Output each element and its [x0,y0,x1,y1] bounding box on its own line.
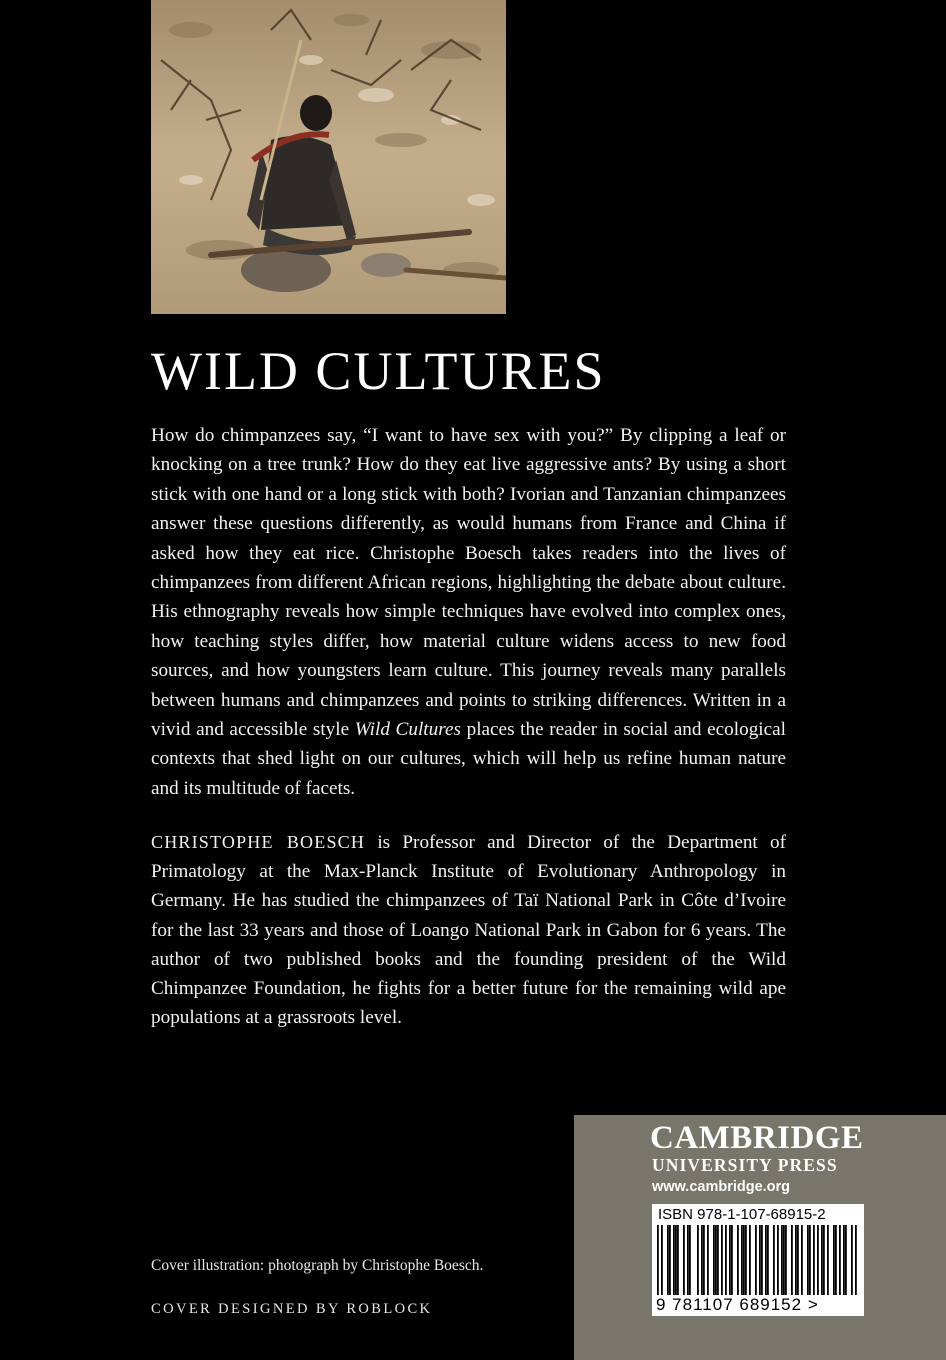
barcode-bar [657,1225,659,1295]
barcode-bar [737,1225,739,1295]
barcode-bar [843,1225,845,1295]
barcode-bar [795,1225,797,1295]
barcode-bar [833,1225,835,1295]
barcode-bar [697,1225,699,1295]
barcode-bar [855,1225,857,1295]
barcode-bar [721,1225,723,1295]
barcode-digits: 9 781107 689152 > [656,1295,819,1314]
person-using-stick-icon [151,0,506,314]
barcode-bar [717,1225,719,1295]
cover-illustration-credit: Cover illustration: photograph by Christophe Boesch. [151,1257,484,1274]
barcode-bars-icon [657,1225,857,1295]
author-name: CHRISTOPHE BOESCH [151,832,366,852]
publisher-name: CAMBRIDGE [650,1120,864,1156]
barcode-bar [687,1225,689,1295]
barcode-bar [701,1225,703,1295]
barcode-bar [749,1225,751,1295]
barcode-bar [813,1225,815,1295]
barcode-bar [755,1225,757,1295]
barcode-bar [741,1225,743,1295]
barcode-bar [809,1225,811,1295]
book-description-text: How do chimpanzees say, “I want to have sex with you?” By clipping a leaf or knocking on a tree trunk? How do they eat live aggressive ants? By using a short stick with one hand or a long stick with both? Ivorian and Tanzanian chimpanzees answer these questions differently, as would humans from France and China if asked how they eat rice. Christophe Boesch takes readers into the lives of chimpanzees from different African regions, highlighting the debate about culture. His ethnography reveals how simple techniques have evolved into complex ones, how teaching styles differ, how material culture widens access to new food sources, and how youngsters learn culture. This journey reveals many parallels between humans and chimpanzees and points to striking differences. Written in a vivid and accessible style [151,425,786,741]
barcode-bar [661,1225,663,1295]
publisher-subtitle: UNIVERSITY PRESS [652,1155,838,1175]
barcode-bar [791,1225,793,1295]
barcode-bar [765,1225,767,1295]
barcode-bar [729,1225,731,1295]
barcode-bar [731,1225,733,1295]
barcode-bar [677,1225,679,1295]
barcode-bar [689,1225,691,1295]
barcode-bar [851,1225,853,1295]
book-description-text-end: places the reader in social and ecological contexts that shed light on our cultures, which will help us refine human nature and its multitude of facets. [151,719,786,799]
barcode-bar [743,1225,745,1295]
barcode-bar [801,1225,803,1295]
barcode-bar [777,1225,779,1295]
cover-designer-credit: COVER DESIGNED BY ROBLOCK [151,1301,433,1317]
barcode-bar [797,1225,799,1295]
barcode-bar [713,1225,715,1295]
barcode-bar [669,1225,671,1295]
barcode-bar [835,1225,837,1295]
barcode-bar [745,1225,747,1295]
barcode-bar [673,1225,675,1295]
isbn-label: ISBN 978-1-107-68915-2 [658,1206,826,1223]
publisher-panel [574,1115,946,1360]
barcode-bar [725,1225,727,1295]
author-bio-text: is Professor and Director of the Department of Primatology at the Max-Planck Institute of Evolutionary Anthropology in Germany. He has studied the chimpanzees of Taï National Park in Côte d’Ivoire for the last 33 years and those of Loango National Park in Gabon for 6 years. The author of two published books and the founding president of the Wild Chimpanzee Foundation, he fights for a better future for the remaining wild ape populations at a grassroots level. [151,832,787,1029]
barcode-bar [707,1225,709,1295]
barcode-bar [839,1225,841,1295]
barcode-bar [761,1225,763,1295]
barcode-bar [783,1225,785,1295]
barcode-bar [845,1225,847,1295]
barcode-bar [703,1225,705,1295]
barcode-bar [773,1225,775,1295]
barcode-bar [817,1225,819,1295]
barcode-bar [767,1225,769,1295]
book-title: WILD CULTURES [151,341,606,401]
cover-photo [151,0,506,314]
book-description [151,421,786,803]
barcode-bar [667,1225,669,1295]
barcode-bar [675,1225,677,1295]
barcode-bar [715,1225,717,1295]
barcode-bar [759,1225,761,1295]
barcode-bar [781,1225,783,1295]
barcode-bar [821,1225,823,1295]
barcode-bar [807,1225,809,1295]
barcode-bar [683,1225,685,1295]
barcode-bar [823,1225,825,1295]
author-bio [151,828,786,1032]
barcode-bar [827,1225,829,1295]
isbn-barcode [652,1204,864,1316]
publisher-website[interactable]: www.cambridge.org [652,1179,791,1195]
barcode-bar [785,1225,787,1295]
book-title-italic: Wild Cultures [354,719,461,741]
